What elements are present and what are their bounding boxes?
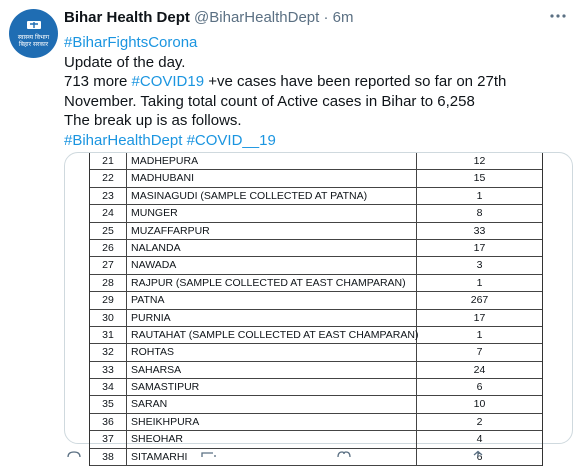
- count-cell: 7: [476, 346, 483, 359]
- table-row: [90, 396, 542, 413]
- count-cell: 10: [473, 398, 486, 411]
- share-button[interactable]: [470, 451, 486, 457]
- district-cell: SITAMARHI: [127, 449, 417, 465]
- sl-cell: 23: [90, 188, 127, 204]
- sl-cell: 35: [90, 396, 127, 412]
- count-cell: 8: [476, 207, 483, 220]
- count-cell: 33: [473, 224, 486, 237]
- table-row: [90, 170, 542, 187]
- district-cell: NALANDA: [127, 240, 417, 256]
- reply-button[interactable]: [66, 451, 82, 457]
- count-cell: 17: [473, 311, 486, 324]
- district-cell: RAUTAHAT (SAMPLE COLLECTED AT EAST CHAMPARAN): [127, 327, 417, 343]
- count-cell: 17: [473, 241, 486, 254]
- table-row: [90, 431, 542, 448]
- district-table: [89, 153, 543, 466]
- sl-cell: 33: [90, 362, 127, 378]
- avatar[interactable]: [9, 9, 58, 58]
- text-line-2-prefix: 713 more: [64, 73, 132, 90]
- count-cell: 15: [473, 172, 486, 185]
- avatar-text-line-2: बिहार सरकार: [18, 40, 49, 48]
- sl-cell: 25: [90, 223, 127, 239]
- sl-cell: 28: [90, 275, 127, 291]
- table-row: [90, 188, 542, 205]
- sl-cell: 37: [90, 431, 127, 447]
- sl-cell: 34: [90, 379, 127, 395]
- sl-cell: 26: [90, 240, 127, 256]
- text-line-3: November. Taking total count of Active cases in Bihar to 6,258: [64, 92, 475, 110]
- district-cell: PATNA: [127, 292, 417, 308]
- text-line-2: [64, 72, 564, 92]
- text-line-4: The break up is as follows.: [64, 112, 242, 129]
- district-cell: SAMASTIPUR: [127, 379, 417, 395]
- table-row: [90, 379, 542, 396]
- table-row: [90, 292, 542, 309]
- district-cell: NAWADA: [127, 257, 417, 273]
- separator: ·: [323, 9, 329, 26]
- district-cell: MUNGER: [127, 205, 417, 221]
- sl-cell: 31: [90, 327, 127, 343]
- avatar-text-line-1: स्वास्थ्य विभाग: [17, 33, 50, 41]
- count-cell: 6: [476, 381, 483, 394]
- table-row: [90, 257, 542, 274]
- retweet-button[interactable]: [201, 451, 219, 457]
- hashtag-covid19[interactable]: #COVID19: [131, 73, 205, 90]
- count-cell: 24: [473, 363, 486, 376]
- count-cell: 12: [473, 155, 486, 167]
- count-cell: 1: [476, 276, 483, 289]
- tweet-actions: [64, 451, 564, 457]
- district-cell: MADHEPURA: [127, 153, 417, 169]
- district-cell: RAJPUR (SAMPLE COLLECTED AT EAST CHAMPARAN): [127, 275, 417, 291]
- count-cell: 4: [476, 433, 483, 446]
- sl-cell: 32: [90, 344, 127, 360]
- sl-cell: 38: [90, 449, 127, 465]
- district-cell: SHEOHAR: [127, 431, 417, 447]
- more-icon[interactable]: [548, 8, 568, 24]
- table-row: [90, 327, 542, 344]
- count-cell: 1: [476, 328, 483, 341]
- table-row: [90, 414, 542, 431]
- district-cell: ROHTAS: [127, 344, 417, 360]
- district-cell: PURNIA: [127, 310, 417, 326]
- count-cell: 1: [476, 189, 483, 202]
- text-line-1: Update of the day.: [64, 53, 186, 71]
- district-cell: MADHUBANI: [127, 170, 417, 186]
- text-line-2-suffix: +ve cases have been reported so far on 27th: [204, 73, 507, 90]
- attached-image[interactable]: [64, 152, 573, 463]
- sl-cell: 27: [90, 257, 127, 273]
- table-row: [90, 240, 542, 257]
- sl-cell: 36: [90, 414, 127, 430]
- district-cell: SARAN: [127, 396, 417, 412]
- hashtag-biharfightscorona[interactable]: #BiharFightsCorona: [64, 34, 198, 51]
- sl-cell: 30: [90, 310, 127, 326]
- district-cell: MUZAFFARPUR: [127, 223, 417, 239]
- table-row: [90, 310, 542, 327]
- sl-cell: 22: [90, 170, 127, 186]
- table-row: [90, 205, 542, 222]
- count-cell: 3: [476, 259, 483, 272]
- like-button[interactable]: [336, 451, 352, 457]
- author-handle[interactable]: @BiharHealthDept: [194, 9, 320, 26]
- tweet-header: [64, 9, 354, 26]
- table-row: [90, 275, 542, 292]
- table-row: [90, 153, 542, 170]
- retweet-icon: [201, 451, 219, 457]
- table-row: [90, 362, 542, 379]
- district-cell: SAHARSA: [127, 362, 417, 378]
- count-cell: 6: [476, 450, 483, 463]
- sl-cell: 21: [90, 153, 127, 169]
- sl-cell: 24: [90, 205, 127, 221]
- reply-icon: [66, 451, 82, 457]
- emblem-icon: [25, 20, 43, 34]
- table-row: [90, 223, 542, 240]
- tweet-text: [64, 33, 564, 150]
- district-cell: MASINAGUDI (SAMPLE COLLECTED AT PATNA): [127, 188, 417, 204]
- like-icon: [336, 451, 352, 457]
- share-icon: [470, 451, 486, 457]
- hashtags-bottom[interactable]: #BiharHealthDept #COVID__19: [64, 131, 276, 149]
- table-row: [90, 344, 542, 361]
- author-name[interactable]: Bihar Health Dept: [64, 9, 190, 26]
- district-cell: SHEIKHPURA: [127, 414, 417, 430]
- sl-cell: 29: [90, 292, 127, 308]
- count-cell: 2: [476, 415, 483, 428]
- timestamp[interactable]: 6m: [332, 9, 354, 26]
- count-cell: 267: [470, 294, 489, 307]
